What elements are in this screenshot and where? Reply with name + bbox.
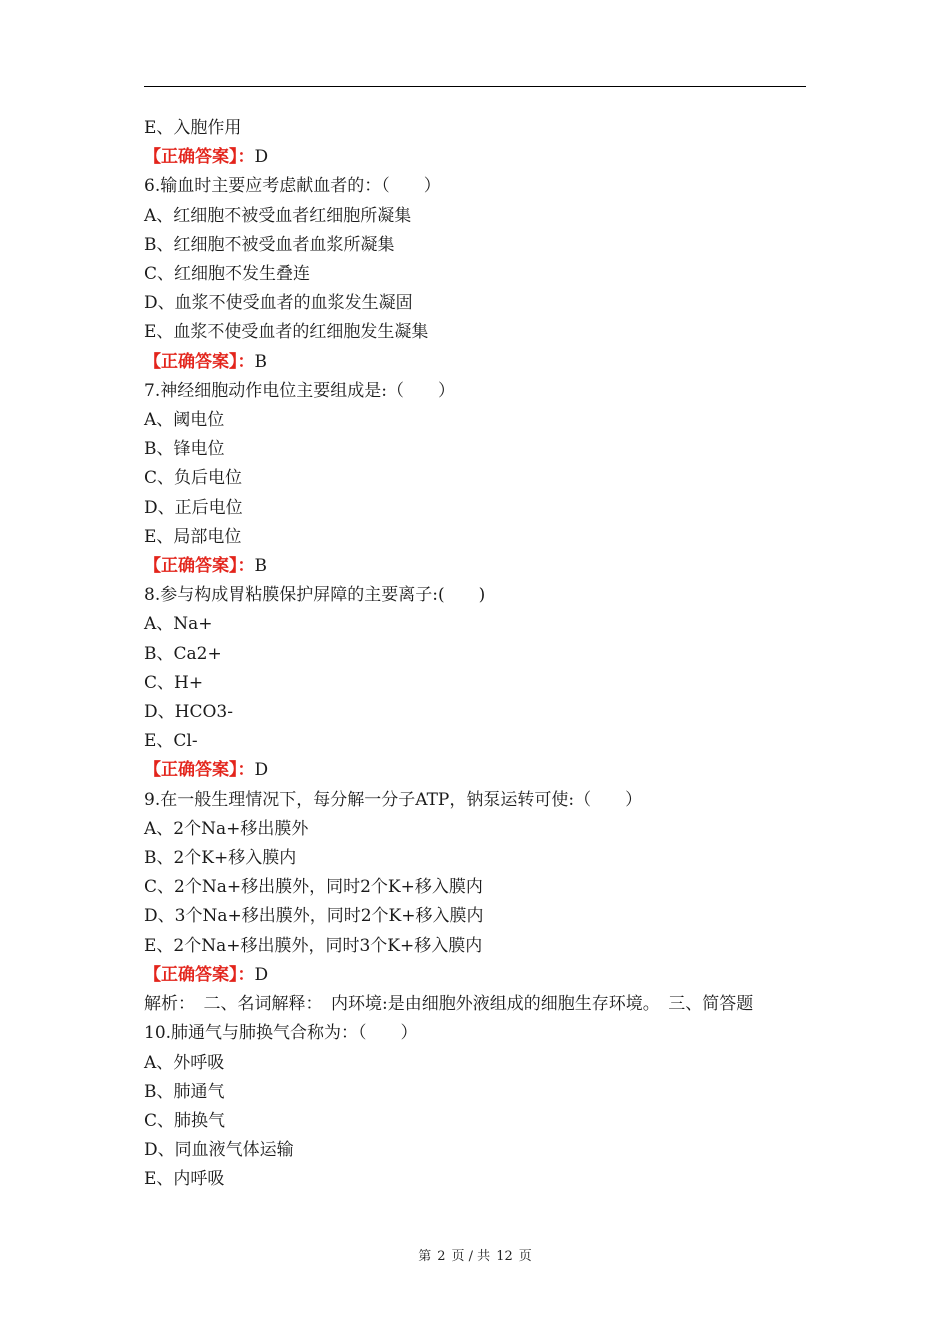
question-text: 10.肺通气与肺换气合称为：（ ） (144, 1023, 418, 1044)
answer-separator: ： (237, 760, 255, 781)
option-text: D、血浆不使受血者的血浆发生凝固 (144, 293, 413, 314)
question-text: 6.输血时主要应考虑献血者的：（ ） (144, 176, 441, 197)
answer-value: B (254, 556, 267, 577)
answer-label: 【正确答案】 (144, 964, 238, 985)
answer-line (144, 348, 806, 377)
answer-value: B (254, 351, 267, 372)
option-text: A、外呼吸 (144, 1052, 225, 1073)
answer-line (144, 143, 806, 172)
option-text: D、正后电位 (144, 497, 243, 518)
answer-value: D (254, 147, 269, 168)
option-text: A、2个Na+移出膜外 (144, 818, 309, 839)
option-text: E、血浆不使受血者的红细胞发生凝集 (144, 322, 429, 343)
footer-prefix: 第 (418, 1249, 432, 1264)
answer-separator: ： (237, 556, 255, 577)
footer-middle: 页 / 共 (451, 1249, 491, 1264)
answer-label: 【正确答案】 (144, 351, 238, 372)
answer-separator: ： (237, 351, 255, 372)
option-text: D、3个Na+移出膜外，同时2个K+移入膜内 (144, 906, 484, 927)
answer-line (144, 756, 806, 785)
option-text: C、红细胞不发生叠连 (144, 264, 311, 285)
option-text: A、阈电位 (144, 410, 225, 431)
option-text: B、红细胞不被受血者血浆所凝集 (144, 234, 395, 255)
option-text: B、Ca2+ (144, 643, 222, 664)
option-text: E、Cl- (144, 731, 198, 752)
option-text: B、肺通气 (144, 1081, 225, 1102)
option-text: A、红细胞不被受血者红细胞所凝集 (144, 205, 412, 226)
question-text: 7.神经细胞动作电位主要组成是:（ ） (144, 380, 455, 401)
option-text: C、负后电位 (144, 468, 243, 489)
footer-total-pages: 12 (496, 1249, 513, 1264)
analysis-note: 解析： 二、名词解释： 内环境:是由细胞外液组成的细胞生存环境。 三、简答题 (144, 994, 754, 1015)
answer-value: D (254, 964, 269, 985)
answer-separator: ： (237, 147, 255, 168)
option-text: D、同血液气体运输 (144, 1140, 294, 1161)
option-text: C、2个Na+移出膜外，同时2个K+移入膜内 (144, 877, 483, 898)
page-footer (0, 1245, 950, 1264)
answer-line (144, 552, 806, 581)
answer-value: D (254, 760, 269, 781)
document-body (144, 114, 806, 1195)
option-text: C、肺换气 (144, 1110, 226, 1131)
answer-label: 【正确答案】 (144, 760, 238, 781)
option-text: E、入胞作用 (144, 118, 242, 138)
option-text: D、HCO3- (144, 702, 233, 723)
answer-label: 【正确答案】 (144, 556, 238, 577)
option-text: E、局部电位 (144, 526, 242, 547)
question-text: 9.在一般生理情况下，每分解一分子ATP，钠泵运转可使:（ ） (144, 789, 643, 810)
option-text: B、2个K+移入膜内 (144, 848, 297, 869)
answer-line (144, 961, 806, 990)
option-text: A、Na+ (144, 614, 213, 635)
option-text: E、内呼吸 (144, 1169, 225, 1190)
option-text: B、锋电位 (144, 439, 225, 460)
answer-label: 【正确答案】 (144, 147, 238, 168)
option-text: C、H+ (144, 672, 204, 693)
answer-separator: ： (237, 964, 255, 985)
option-text: E、2个Na+移出膜外，同时3个K+移入膜内 (144, 935, 483, 956)
footer-page-number: 2 (437, 1249, 446, 1264)
question-text: 8.参与构成胃粘膜保护屏障的主要离子:( ) (144, 585, 486, 606)
header-rule (144, 86, 806, 87)
footer-suffix: 页 (518, 1249, 532, 1264)
